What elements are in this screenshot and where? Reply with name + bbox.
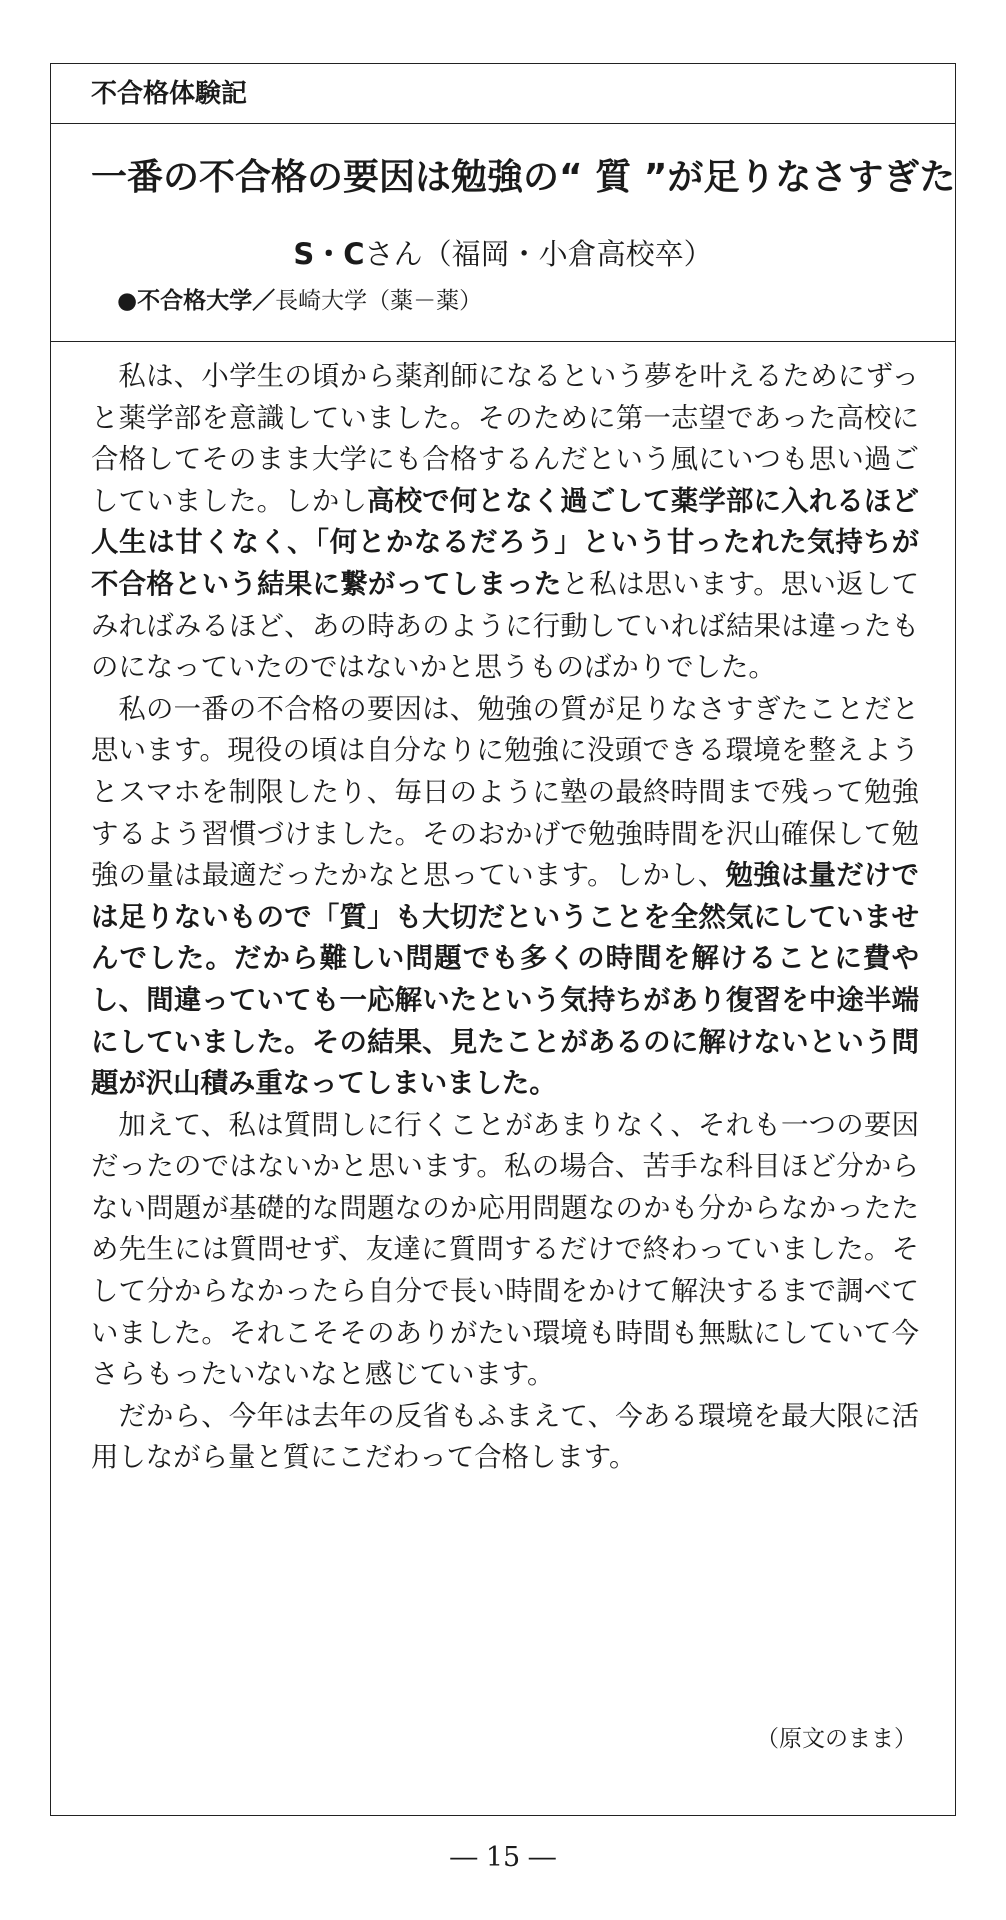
article-frame [50,63,956,1816]
original-text-note: （原文のまま） [756,1726,917,1752]
article-body [91,356,919,1479]
paragraph-3: 加えて、私は質問しに行くことがあまりなく、それも一つの要因だったのではないかと思います。私の場合、苦手な科目ほど分からない問題が基礎的な問題なのか応用問題なのかも分からなかったため先生には質問せず、友達に質問するだけで終わっていました。そして分からなかったら自分で長い時間をかけて解決するまで調べていました。それこそそのありがたい環境も時間も無駄にしていて今さらもったいないなと感じています。 [91,1109,919,1391]
paragraph-2 [91,689,919,1105]
paragraph-1-emphasis: 高校で何となく過ごして薬学部に入れるほど人生は甘くなく、「何とかなるだろう」という甘ったれた気持ちが不合格という結果に繋がってしまった [91,485,919,600]
title-block [51,124,955,342]
paragraph-2-text-a: 私の一番の不合格の要因は、勉強の質が足りなさすぎたことだと思います。現役の頃は自分なりに勉強に没頭できる環境を整えようとスマホを制限したり、毎日のように塾の最終時間まで残って勉強するよう習慣づけました。そのおかげで勉強時間を沢山確保して勉強の量は最適だったかなと思っています。しかし、 [91,693,919,892]
paragraph-1-text-a: 私は、小学生の頃から薬剤師になるという夢を叶えるためにずっと薬学部を意識していました。そのために第一志望であった高校に合格してそのまま大学にも合格するんだという風にいつも思い過ごしていました。しかし [91,361,919,517]
author-initials: S・C [293,237,365,271]
failed-university-row [117,284,482,318]
article-headline: 一番の不合格の要因は勉強の“ 質 ”が足りなさすぎた [91,157,956,198]
paragraph-1-text-c: と私は思います。思い返してみればみるほど、あの時あのように行動していれば結果は違ったものになっていたのではないかと思うものばかりでした。 [91,568,919,684]
author-line [51,234,955,274]
paragraph-2-emphasis: 勉強は量だけでは足りないもので「質」も大切だということを全然気にしていませんでした。だから難しい問題でも多くの時間を解けることに費やし、間違っていても一応解いたという気持ちがあり復習を中途半端にしていました。その結果、見たことがあるのに解けないという問題が沢山積み重なってしまいました。 [91,860,919,1100]
page-number: ― 15 ― [450,1842,556,1873]
author-detail: さん（福岡・小倉高校卒） [364,237,713,271]
paragraph-1 [91,356,919,689]
section-label: 不合格体験記 [51,64,955,124]
failed-university-label: ●不合格大学／ [117,288,276,314]
paragraph-4: だから、今年は去年の反省もふまえて、今ある環境を最大限に活用しながら量と質にこだわって合格します。 [91,1400,919,1474]
failed-university-value: 長崎大学（薬－薬） [275,288,483,314]
